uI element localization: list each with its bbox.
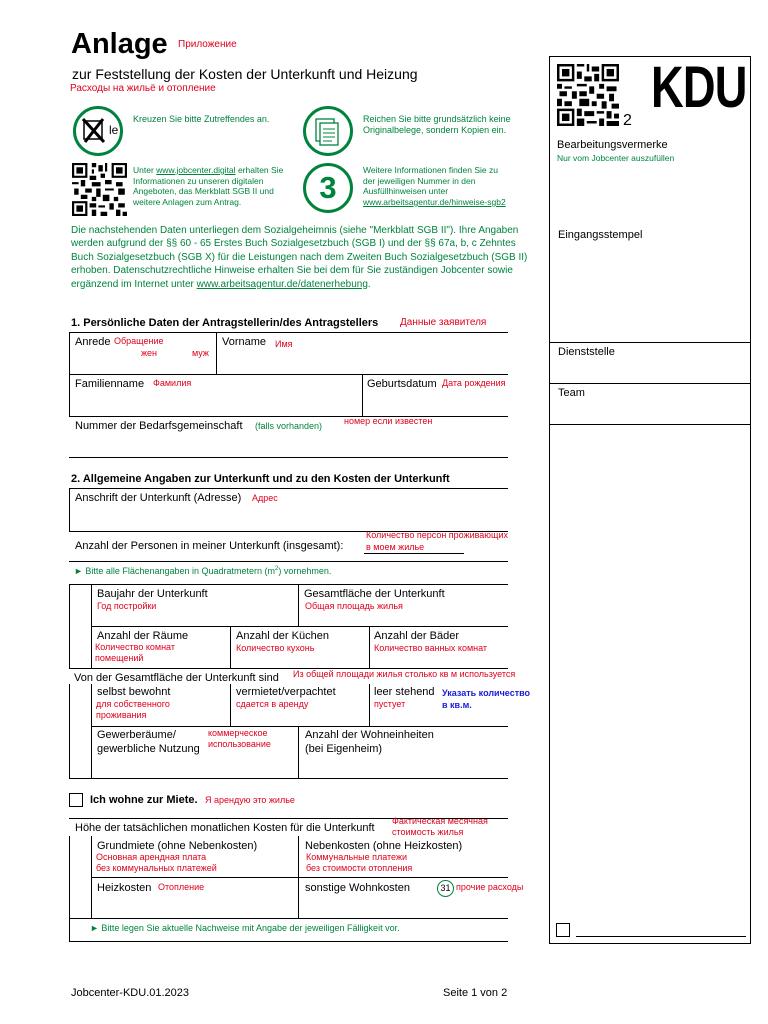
sonstige-input[interactable] (299, 896, 507, 917)
anrede-label: Anrede (75, 336, 111, 348)
wohneinheiten-label-2: (bei Eigenheim) (305, 743, 383, 755)
check-glyph-label: le (109, 123, 119, 137)
page-title: Anlage (71, 28, 168, 60)
monthly-costs-label: Höhe der tatsächlichen monatlichen Kosten für die Unterkunft (75, 822, 375, 834)
office-checkbox[interactable] (556, 923, 570, 937)
digital-offers-text (133, 165, 283, 208)
geburtsdatum-input[interactable] (363, 392, 507, 415)
monthly-costs-translation (392, 816, 488, 838)
privacy-line1: Die nachstehenden Daten unterliegen dem Sozialgeheimnis (siehe "Merkblatt SGB II"). Ihre Angaben (71, 225, 519, 236)
sonstige-number-badge: 31 (437, 880, 454, 897)
sonstige-label: sonstige Wohnkosten (305, 882, 410, 894)
check-hint-text: Kreuzen Sie bitte Zutreffendes an. (133, 114, 270, 124)
gewerbe-label-2: gewerbliche Nutzung (97, 743, 200, 755)
bearbeitung-label: Bearbeitungsvermerke (557, 139, 668, 151)
familienname-input[interactable] (70, 392, 361, 415)
vermietet-translation: сдается в аренду (236, 699, 309, 709)
section1-title: 1. Persönliche Daten der Antragstellerin/des Antragstellers (71, 317, 379, 329)
nebenkosten-translation (306, 852, 412, 874)
number-badge-icon (303, 163, 353, 213)
rent-checkbox[interactable] (69, 793, 83, 807)
monthly-costs-translation-1: Фактическая месячная (392, 816, 488, 826)
privacy-line5: ergänzend im Internet unter (71, 278, 194, 290)
monthly-costs-translation-2: стоимость жилья (392, 827, 464, 837)
checkbox-hint-icon (73, 106, 123, 156)
page-subtitle-translation: Расходы на жильё и отопление (70, 83, 216, 94)
raeume-translation (95, 642, 175, 664)
vorname-input[interactable] (217, 351, 507, 373)
bg-number-translation: номер если известен (344, 416, 433, 426)
office-only-note: Nur vom Jobcenter auszufüllen (557, 153, 675, 163)
privacy-end: . (367, 278, 371, 290)
copies-hint (363, 114, 511, 137)
baeder-label: Anzahl der Bäder (374, 630, 459, 642)
page-subtitle: zur Feststellung der Kosten der Unterkunft und Heizung (72, 66, 418, 82)
kdu-label: KDU (651, 55, 747, 120)
more-info-line3: Ausfüllhinweisen unter (363, 186, 449, 197)
nebenkosten-translation-1: Коммунальные платежи (306, 852, 407, 862)
heizkosten-input[interactable] (92, 896, 297, 917)
sonstige-translation: прочие расходы (456, 882, 524, 892)
specify-area-note-1: Указать количество (442, 688, 531, 698)
raeume-translation-2: помещений (95, 653, 144, 663)
team-label: Team (558, 387, 585, 399)
form-barcode-icon (557, 64, 619, 126)
privacy-line4: erhoben. Datenschutzrechtliche Hinweise erhalten Sie bei dem für Sie zuständigen Jobcenter sowie (71, 265, 513, 277)
vorname-translation: Имя (275, 339, 293, 349)
digital-offers-text-1: Unter (133, 165, 154, 175)
address-input[interactable] (70, 506, 507, 530)
digital-offers-text-2: erhalten Sie (237, 165, 284, 175)
geburtsdatum-label: Geburtsdatum (367, 378, 437, 390)
privacy-line2: werden aufgrund der §§ 60 - 65 Erstes Buch Sozialgesetzbuch (SGB I) und der §§ 67a, b, c Zehntes (71, 238, 516, 250)
wohneinheiten-label-1: Anzahl der Wohneinheiten (305, 729, 434, 741)
more-info-line1: Weitere Informationen finden Sie zu (363, 165, 498, 175)
specify-area-note-2: в кв.м. (442, 700, 472, 710)
familienname-translation: Фамилия (153, 378, 192, 388)
selbst-label: selbst bewohnt (97, 686, 171, 698)
von-der-label: Von der Gesamtfläche der Unterkunft sind (74, 672, 279, 684)
heizkosten-label: Heizkosten (97, 882, 152, 894)
nebenkosten-translation-2: без стоимости отопления (306, 863, 413, 873)
kuechen-translation: Количество кухонь (236, 643, 315, 653)
page-title-translation: Приложение (178, 39, 237, 50)
selbst-translation (96, 699, 170, 721)
female-translation: жен (141, 348, 157, 358)
gesamtflaeche-translation: Общая площадь жилья (305, 601, 403, 611)
documents-icon (303, 106, 353, 156)
grundmiete-label: Grundmiete (ohne Nebenkosten) (97, 840, 258, 852)
copies-hint-line1: Reichen Sie bitte grundsätzlich keine (363, 114, 511, 124)
raeume-translation-1: Количество комнат (95, 642, 175, 652)
gewerbe-translation (208, 728, 271, 750)
von-der-translation: Из общей площади жилья столько кв м используется (293, 669, 516, 679)
familienname-label: Familienname (75, 378, 145, 390)
anrede-translation: Обращение (114, 336, 164, 346)
area-hint-sup: 2 (275, 566, 279, 572)
area-hint-text-a: ► Bitte alle Flächenangaben in Quadratmetern (m (74, 566, 276, 576)
address-label: Anschrift der Unterkunft (Adresse) (75, 492, 242, 504)
dienststelle-label: Dienststelle (558, 346, 615, 358)
digital-offers-text-4: Angeboten, das Merkblatt SGB II und (133, 186, 274, 197)
gewerbe-label (97, 728, 200, 756)
office-use-panel (549, 56, 751, 944)
form-id: Jobcenter-KDU.01.2023 (71, 987, 190, 999)
bg-number-input[interactable] (70, 434, 507, 456)
baeder-translation: Количество ванных комнат (374, 643, 488, 653)
baujahr-label: Baujahr der Unterkunft (97, 588, 208, 600)
gewerbe-translation-2: использование (208, 739, 271, 749)
gewerbe-label-1: Gewerberäume/ (97, 729, 176, 741)
specify-area-note (442, 687, 530, 711)
digital-offers-text-5: weitere Anlagen zum Antrag. (133, 196, 242, 207)
gesamtflaeche-label: Gesamtfläche der Unterkunft (304, 588, 445, 600)
address-translation: Адрес (252, 493, 278, 503)
privacy-notice (71, 224, 527, 291)
anrede-select[interactable] (70, 360, 215, 373)
area-hint-text-b: ) vornehmen. (278, 566, 332, 576)
geburtsdatum-translation: Дата рождения (442, 378, 506, 388)
number-badge-text: 3 (319, 170, 337, 205)
baujahr-translation: Год постройки (97, 601, 157, 611)
copies-hint-line2: Originalbelege, sondern Kopien ein. (363, 125, 507, 136)
kuechen-label: Anzahl der Küchen (236, 630, 329, 642)
raeume-label: Anzahl der Räume (97, 630, 189, 642)
section2-title: 2. Allgemeine Angaben zur Unterkunft und zu den Kosten der Unterkunft (71, 473, 450, 485)
qr-code-icon (72, 163, 127, 216)
hinweise-link[interactable]: www.arbeitsagentur.de/hinweise-sgb2 (363, 196, 506, 207)
bg-number-note: (falls vorhanden) (255, 421, 323, 431)
wohneinheiten-label (305, 728, 434, 756)
male-translation: муж (192, 348, 209, 358)
datenerhebung-link[interactable]: www.arbeitsagentur.de/datenerhebung (196, 278, 368, 290)
digital-offers-text-3: Informationen zu unseren digitalen (133, 175, 264, 186)
selbst-translation-2: проживания (96, 710, 147, 720)
vermietet-label: vermietet/verpachtet (236, 686, 336, 698)
rent-translation: Я арендую это жилье (205, 795, 295, 805)
side-page-number: 2 (623, 112, 632, 129)
persons-translation-1: Количество персон проживающих (366, 530, 508, 540)
grundmiete-translation (96, 852, 217, 874)
more-info-line2: der jeweiligen Nummer in den (363, 175, 476, 186)
jobcenter-digital-link[interactable]: www.jobcenter.digital (156, 165, 236, 175)
baujahr-input[interactable] (92, 612, 297, 625)
vorname-label: Vorname (222, 336, 267, 348)
page-indicator: Seite 1 von 2 (443, 987, 508, 999)
gewerbe-translation-1: коммерческое (208, 728, 268, 738)
eingangsstempel-label: Eingangsstempel (558, 229, 643, 241)
nebenkosten-label: Nebenkosten (ohne Heizkosten) (305, 840, 463, 852)
nachweise-hint: ► Bitte legen Sie aktuelle Nachweise mit Angabe der jeweiligen Fälligkeit vor. (90, 923, 400, 933)
persons-label: Anzahl der Personen in meiner Unterkunft (insgesamt): (75, 540, 344, 552)
persons-input[interactable] (364, 538, 464, 553)
selbst-translation-1: для собственного (96, 699, 170, 709)
grundmiete-translation-2: без коммунальных платежей (96, 863, 217, 873)
leer-translation: пустует (374, 699, 406, 709)
area-hint (74, 566, 331, 576)
rent-label: Ich wohne zur Miete. (90, 794, 198, 806)
heizkosten-translation: Отопление (158, 882, 205, 892)
gesamtflaeche-input[interactable] (299, 612, 507, 625)
leer-label: leer stehend (374, 686, 435, 698)
grundmiete-translation-1: Основная арендная плата (96, 852, 207, 862)
section1-title-translation: Данные заявителя (400, 317, 487, 328)
persons-translation-2: в моем жилье (366, 542, 425, 552)
more-info-text (363, 165, 506, 208)
bg-number-label: Nummer der Bedarfsgemeinschaft (75, 420, 243, 432)
privacy-line3: Buch Sozialgesetzbuch (SGB X) für die Leistungen nach dem Zweiten Buch Sozialgesetzbuch (SGB II) (71, 251, 528, 263)
